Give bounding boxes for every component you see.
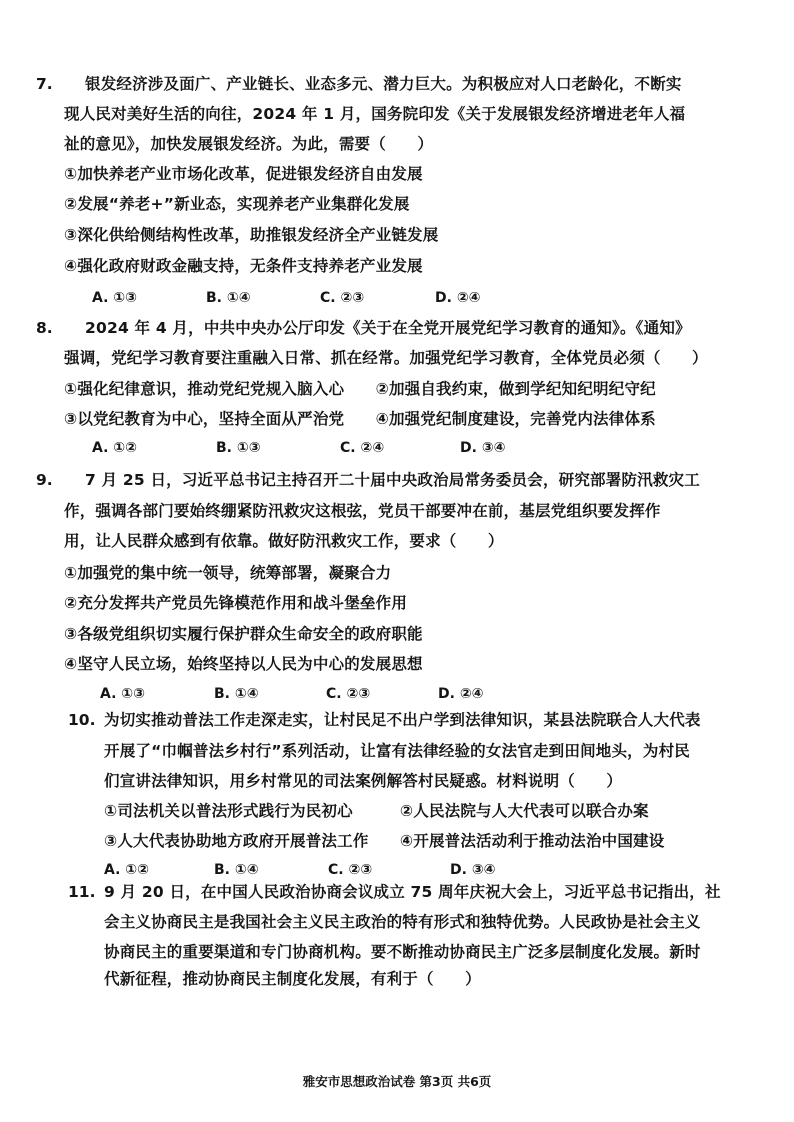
option-b: B. ①④ bbox=[214, 862, 259, 878]
question-text-line: 代新征程，推动协商民主制度化发展，有利于（ ） bbox=[104, 970, 481, 988]
option-c: C. ②③ bbox=[328, 862, 373, 878]
option-a: A. ①② bbox=[104, 862, 149, 878]
question-text-line: 们宣讲法律知识，用乡村常见的司法案例解答村民疑惑。材料说明（ ） bbox=[104, 772, 623, 790]
question-number: 11. bbox=[68, 883, 96, 901]
option-a: A. ①③ bbox=[92, 290, 137, 306]
option-d: D. ②④ bbox=[438, 686, 484, 702]
question-text-line: 9 月 20 日，在中国人民政治协商会议成立 75 周年庆祝大会上，习近平总书记指出，社 bbox=[104, 883, 721, 901]
statement-item: ③深化供给侧结构性改革，助推银发经济全产业链发展 bbox=[64, 226, 439, 244]
question-text-line: 强调，党纪学习教育要注重融入日常、抓在经常。加强党纪学习教育，全体党员必须（ ） bbox=[64, 349, 708, 367]
question-text-line: 会主义协商民主是我国社会主义民主政治的特有形式和独特优势。人民政协是社会主义 bbox=[104, 913, 701, 931]
question-number: 10. bbox=[68, 711, 96, 729]
statement-item: ①加强党的集中统一领导，统筹部署，凝聚合力 bbox=[64, 564, 392, 582]
statement-item: ④坚守人民立场，始终坚持以人民为中心的发展思想 bbox=[64, 655, 423, 673]
question-number: 7. bbox=[36, 75, 53, 93]
statement-item: ②充分发挥共产党员先锋模范作用和战斗堡垒作用 bbox=[64, 594, 408, 612]
question-text-line: 现人民对美好生活的向往，2024 年 1 月，国务院印发《关于发展银发经济增进老年人福 bbox=[64, 105, 686, 123]
option-c: C. ②③ bbox=[320, 290, 365, 306]
option-d: D. ③④ bbox=[450, 862, 496, 878]
option-b: B. ①④ bbox=[206, 290, 251, 306]
question-text-line: 7 月 25 日，习近平总书记主持召开二十届中央政治局常务委员会，研究部署防汛救灾工 bbox=[85, 471, 700, 489]
option-b: B. ①④ bbox=[214, 686, 259, 702]
option-c: C. ②③ bbox=[326, 686, 371, 702]
statement-item: ③人大代表协助地方政府开展普法工作 ④开展普法活动利于推动法治中国建设 bbox=[104, 832, 665, 850]
question-number: 8. bbox=[36, 319, 53, 337]
question-text-line: 用，让人民群众感到有依靠。做好防汛救灾工作，要求（ ） bbox=[64, 532, 504, 550]
question-text-line: 协商民主的重要渠道和专门协商机构。要不断推动协商民主广泛多层制度化发展。新时 bbox=[104, 943, 701, 961]
question-text-line: 开展了“巾帼普法乡村行”系列活动，让富有法律经验的女法官走到田间地头，为村民 bbox=[104, 742, 690, 760]
question-number: 9. bbox=[36, 471, 53, 489]
question-text-line: 作，强调各部门要始终绷紧防汛救灾这根弦，党员干部要冲在前，基层党组织要发挥作 bbox=[64, 502, 661, 520]
question-text-line: 为切实推动普法工作走深走实，让村民足不出户学到法律知识，某县法院联合人大代表 bbox=[104, 711, 701, 729]
statement-item: ③以党纪教育为中心，坚持全面从严治党 ④加强党纪制度建设，完善党内法律体系 bbox=[64, 410, 656, 428]
option-a: A. ①③ bbox=[100, 686, 145, 702]
statement-item: ①司法机关以普法形式践行为民初心 ②人民法院与人大代表可以联合办案 bbox=[104, 802, 649, 820]
option-c: C. ②④ bbox=[340, 440, 385, 456]
statement-item: ④强化政府财政金融支持，无条件支持养老产业发展 bbox=[64, 257, 423, 275]
statement-item: ①强化纪律意识，推动党纪党规入脑入心 ②加强自我约束，做到学纪知纪明纪守纪 bbox=[64, 380, 656, 398]
option-b: B. ①③ bbox=[216, 440, 261, 456]
option-a: A. ①② bbox=[92, 440, 137, 456]
page-footer: 雅安市思想政治试卷 第3页 共6页 bbox=[302, 1074, 492, 1089]
question-text-line: 2024 年 4 月，中共中央办公厅印发《关于在全党开展党纪学习教育的通知》。《通知》 bbox=[85, 319, 691, 337]
option-d: D. ③④ bbox=[460, 440, 506, 456]
statement-item: ③各级党组织切实履行保护群众生命安全的政府职能 bbox=[64, 625, 423, 643]
statement-item: ①加快养老产业市场化改革，促进银发经济自由发展 bbox=[64, 165, 423, 183]
question-text-line: 银发经济涉及面广、产业链长、业态多元、潜力巨大。为积极应对人口老龄化，不断实 bbox=[85, 75, 682, 93]
question-text-line: 祉的意见》，加快发展银发经济。为此，需要（ ） bbox=[64, 135, 434, 153]
option-d: D. ②④ bbox=[435, 290, 481, 306]
statement-item: ②发展“养老+”新业态，实现养老产业集群化发展 bbox=[64, 195, 410, 213]
